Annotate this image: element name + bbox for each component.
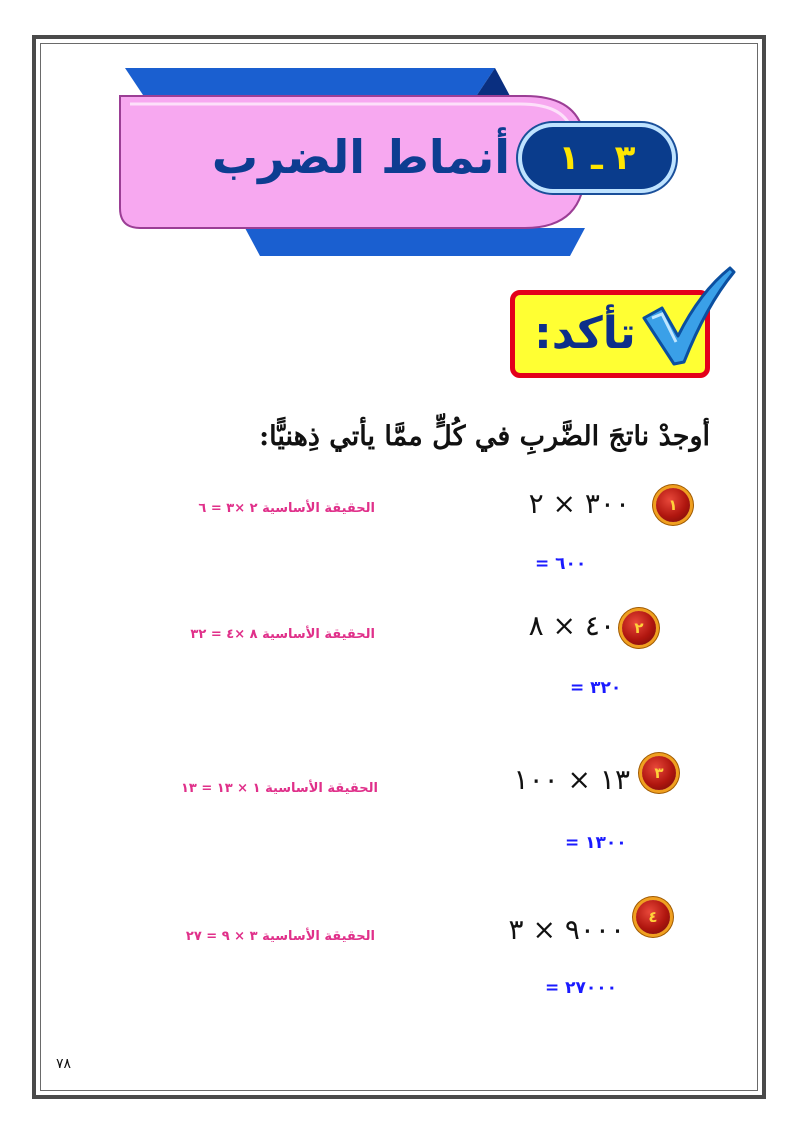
exercise-3-problem: ١٣ × ١٠٠ (513, 763, 630, 796)
exercise-2-basic-fact: الحقيقة الأساسية ٨ ×٤ = ٣٢ (190, 627, 375, 642)
exercise-4-answer: = ٢٧٠٠٠ (545, 978, 618, 998)
exercise-1-problem: ٣٠٠ × ٢ (528, 487, 630, 520)
exercise-1-number-icon: ١ (656, 488, 690, 522)
check-section-label: تأكد: (534, 308, 636, 359)
exercise-2-answer: = ٣٢٠ (570, 678, 622, 698)
exercise-2-number-icon: ٢ (622, 611, 656, 645)
lesson-number-badge: ٣ ـ ١ (522, 127, 672, 189)
exercise-4-problem: ٩٠٠٠ × ٣ (508, 913, 625, 946)
exercise-3-answer: = ١٣٠٠ (565, 833, 627, 853)
page-number: ٧٨ (56, 1056, 72, 1072)
exercise-3-basic-fact: الحقيقة الأساسية ١ × ١٣ = ١٣ (180, 781, 378, 796)
exercise-4-number-icon: ٤ (636, 900, 670, 934)
exercise-3-number-icon: ٣ (642, 756, 676, 790)
exercise-2-problem: ٤٠ × ٨ (528, 609, 615, 642)
instruction-text: أوجدْ ناتجَ الضَّربِ في كُلٍّ ممَّا يأتي ذِهنيًّا: (259, 421, 710, 452)
checkmark-icon (638, 262, 738, 372)
exercise-1-answer: = ٦٠٠ (535, 554, 587, 574)
exercise-4-basic-fact: الحقيقة الأساسية ٣ × ٩ = ٢٧ (185, 929, 375, 944)
exercise-1-basic-fact: الحقيقة الأساسية ٢ ×٣ = ٦ (198, 501, 375, 516)
lesson-title: أنماط الضرب (211, 130, 510, 184)
